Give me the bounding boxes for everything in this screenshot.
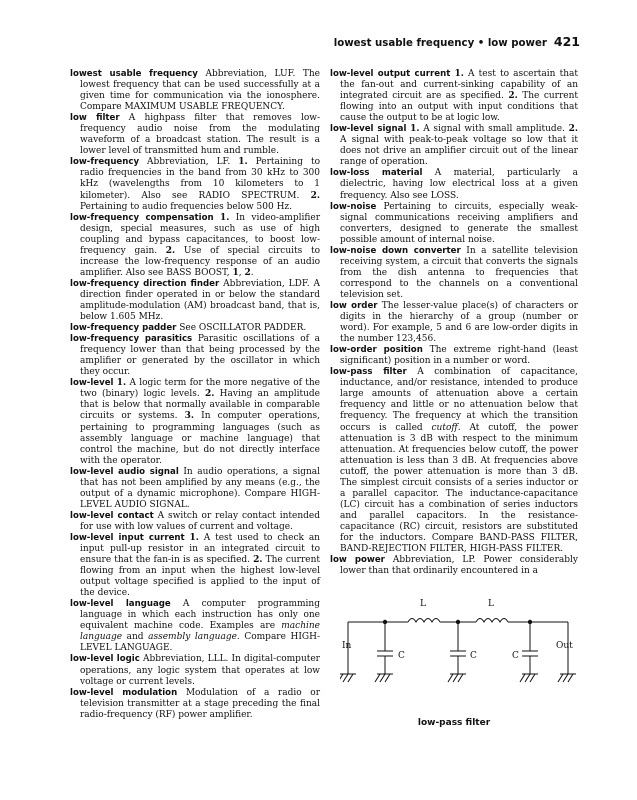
- entry-text: and: [122, 632, 149, 643]
- entry-text: ,: [238, 267, 245, 278]
- entry-headword: low-level: [70, 378, 114, 389]
- entry-text: See OSCILLATOR PADDER.: [176, 323, 307, 334]
- entry-text: A switch or relay contact intended for use with low values of current and voltage.: [80, 510, 320, 532]
- figure-caption: low-pass filter: [417, 718, 491, 728]
- sense-number: 2.: [568, 124, 578, 135]
- running-header: [334, 34, 580, 49]
- entry-headword: low-level language: [70, 599, 171, 610]
- sense-number: 2: [244, 267, 251, 278]
- entry-text: In a satellite television receiving system, a circuit that converts the signals from the dish antenna to frequencies that correspond to the channels on a conventional television set.: [340, 245, 578, 300]
- entry-headword: low-loss material: [330, 168, 423, 179]
- entry-headword: lowest usable frequency: [70, 69, 198, 79]
- sense-number: 1.: [219, 212, 230, 223]
- label-inductor-1: L: [420, 599, 426, 609]
- entry-text: In computer operations, pertaining to programming languages (such as assembly language or machine language) that control the machine, but do not directly interface with the operator.: [80, 411, 320, 466]
- entry-text: A test to ascertain that the fan-out and current-sinking capability of an integrated circuit are as specified.: [340, 69, 578, 102]
- inductor-1: [408, 619, 440, 623]
- entry-text: The extreme right-hand (least significant) position in a number or word.: [340, 345, 578, 367]
- entry-text: Modulation of a radio or television transmitter at a stage preceding the final radio-frequency (RF) power amplifier.: [80, 687, 320, 720]
- dictionary-entry: [70, 213, 320, 279]
- dictionary-entry: [70, 157, 320, 212]
- sense-number: 1: [232, 267, 239, 278]
- entry-text: A signal with peak-to-peak voltage so low that it does not drive an amplifier circuit out of the linear range of operation.: [340, 135, 578, 168]
- entry-headword: low-frequency compensation: [70, 212, 214, 223]
- entry-text: The current flowing from an input when the highest low-level output voltage specified is applied to the input of the device.: [80, 555, 320, 599]
- inductor-2: [476, 619, 508, 623]
- entry-headword: low-frequency padder: [70, 323, 177, 334]
- dictionary-entry: [330, 367, 578, 555]
- sense-number: 1.: [454, 69, 464, 79]
- entry-headword: low-level contact: [70, 510, 154, 521]
- entry-text: Parasitic oscillations of a frequency lower than that being processed by the amplifier or generated by the oscillator in which they occur.: [80, 334, 320, 378]
- italic-term: machine language: [80, 621, 320, 643]
- entry-text: . At cutoff, the power attenuation is 3 dB with respect to the minimum attenuation. At frequencies below cutoff, the power attenuation is less than 3 dB. At frequencies above cutoff, the power attenuation is more than 3 dB. The simplest circuit consists of a series inductor or a parallel capacitor. The inductance-capacitance (LC) circuit has a combination of series inductors and parallel capacitors. In the resistance-capacitance (RC) circuit, resistors are substituted for the inductors. Compare BAND-PASS FILTER, BAND-REJECTION FILTER, HIGH-PASS FILTER.: [340, 422, 578, 555]
- entry-headword: low-level modulation: [70, 687, 178, 698]
- dictionary-entry: [70, 69, 320, 113]
- entry-headword: low-level input current: [70, 532, 185, 543]
- dictionary-entry: [70, 113, 320, 157]
- dictionary-entry: [330, 555, 578, 577]
- sense-number: 1.: [410, 124, 420, 135]
- entry-text: A material, particularly a dielectric, having low electrical loss at a given frequency. Also see LOSS.: [340, 168, 578, 201]
- junction-dot-3: [528, 620, 532, 624]
- entry-headword: low-pass filter: [330, 367, 407, 378]
- label-cap-3: C: [512, 651, 519, 661]
- entry-text: Abbreviation, LDF. A direction finder operated in or below the standard amplitude-modulation (AM) broadcast band, that is, below 1.605 MHz.: [80, 278, 320, 323]
- entry-headword: low-noise: [330, 201, 377, 212]
- sense-number: 2.: [204, 389, 215, 400]
- sense-number: 2.: [508, 91, 518, 102]
- low-pass-filter-diagram: [340, 596, 580, 711]
- italic-term: cutoff: [431, 422, 458, 433]
- entry-headword: low-level logic: [70, 654, 140, 665]
- sense-number: 1.: [189, 532, 199, 543]
- ground-symbol-in: [340, 674, 356, 682]
- dictionary-entry: [330, 124, 578, 168]
- entry-text: Abbreviation, LLL. In digital-computer operations, any logic system that operates at low voltage or current levels.: [80, 654, 320, 687]
- entry-text: Abbreviation, LUF. The lowest frequency that can be used successfully at a given time for communication via the ionosphere. Compare MAXIMUM USABLE FREQUENCY.: [80, 69, 321, 113]
- entry-text: The current flowing into an output with input conditions that cause the output to be at logic low.: [340, 91, 579, 124]
- entry-headword: low order: [330, 300, 378, 311]
- ground-symbol-3: [520, 674, 538, 682]
- dictionary-entry: [70, 654, 320, 687]
- dictionary-entry: [330, 202, 578, 246]
- entry-text: A logic term for the more negative of the two (binary) logic levels.: [80, 378, 320, 400]
- dictionary-entry: [330, 246, 578, 301]
- entry-text: In video-amplifier design, special measures, such as use of high coupling and bypass capacitances, to boost low-frequency gain.: [80, 212, 320, 256]
- header-title: lowest usable frequency • low power: [333, 38, 547, 49]
- entry-headword: low-frequency parasitics: [70, 334, 193, 345]
- dictionary-entry: [70, 688, 320, 721]
- dictionary-entry: [330, 345, 578, 367]
- entry-text: A combination of capacitance, inductance, and/or resistance, intended to produce large amounts of attenuation above a certain frequency and little or no attenuation below that frequency. The frequency at which the transition occurs is called: [340, 367, 578, 433]
- entry-text: Abbreviation, LF.: [139, 157, 239, 168]
- sense-number: 2.: [165, 245, 176, 256]
- sense-number: 1.: [238, 157, 248, 168]
- label-inductor-2: L: [488, 599, 494, 609]
- junction-dot-1: [383, 620, 387, 624]
- dictionary-entry: [70, 378, 320, 466]
- entry-headword: low power: [330, 555, 385, 566]
- dictionary-entry: [70, 323, 320, 334]
- entry-headword: low-level output current: [330, 69, 451, 79]
- entry-text: The lesser-value place(s) of characters or digits in the hierarchy of a group (number or word). For example, 5 and 6 are low-order digits in the number 123,456.: [340, 300, 578, 345]
- entry-headword: low-order position: [330, 345, 423, 356]
- entry-text: Pertaining to audio frequencies below 500 Hz.: [80, 201, 293, 212]
- entry-headword: low-frequency direction finder: [70, 278, 220, 289]
- entry-text: Abbreviation, LP. Power considerably lower than that ordinarily encountered in a: [340, 555, 578, 577]
- entry-text: A test used to check an input pull-up resistor in an integrated circuit to ensure that the fan-in is as specified.: [80, 532, 320, 566]
- label-cap-1: C: [398, 651, 405, 661]
- entry-text: A highpass filter that removes low-frequency audio noise from the modulating waveform of a broadcast station. The result is a lower level of transmitted hum and rumble.: [80, 113, 320, 157]
- entry-text: .: [250, 267, 254, 278]
- dictionary-entry: [330, 301, 578, 345]
- junction-dot-2: [456, 620, 460, 624]
- dictionary-entry: [70, 467, 320, 511]
- page-number: 421: [553, 34, 580, 49]
- dictionary-entry: [70, 334, 320, 378]
- entry-text: Pertaining to circuits, especially weak-signal communications receiving amplifiers and converters, designed to generate the smallest possible amount of internal noise.: [340, 201, 578, 245]
- dictionary-entry: [70, 599, 320, 654]
- entry-text: Pertaining to radio frequencies in the band from 30 kHz to 300 kHz (wavelengths from 10 kilometers to 1 kilometer). Also see RADIO SPECTRUM.: [80, 157, 320, 201]
- dictionary-entry: [70, 511, 320, 533]
- sense-number: 1.: [116, 378, 127, 389]
- entry-text: In audio operations, a signal that has not been amplified by any means (e.g., the output of a dynamic microphone). Compare HIGH-LEVEL AUDIO SIGNAL.: [80, 466, 321, 510]
- entry-headword: low-level signal: [330, 124, 407, 135]
- entry-headword: low filter: [70, 113, 120, 124]
- sense-number: 2.: [253, 555, 263, 566]
- dictionary-entry: [70, 533, 320, 599]
- dictionary-entry: [330, 69, 578, 124]
- sense-number: 2.: [310, 190, 320, 201]
- dictionary-entry: [70, 279, 320, 323]
- ground-symbol-out: [558, 674, 576, 682]
- entry-text: A computer programming language in which each instruction has only one equivalent machine code. Examples are: [80, 599, 320, 632]
- entry-headword: low-frequency: [70, 157, 140, 168]
- ground-symbol-2: [448, 674, 466, 682]
- left-column: [70, 69, 320, 721]
- label-output: Out: [556, 641, 573, 651]
- entry-text: Use of special circuits to increase the low-frequency response of an audio amplifier. Also see BASS BOOST,: [80, 245, 320, 278]
- sense-number: 3.: [184, 411, 195, 422]
- entry-text: Having an amplitude that is below that normally available in comparable circuits or systems.: [80, 389, 320, 422]
- dictionary-entry: [330, 168, 578, 201]
- label-input: In: [342, 641, 352, 651]
- right-column: [330, 69, 578, 577]
- ground-symbol-1: [375, 674, 393, 682]
- entry-text: . Compare HIGH-LEVEL LANGUAGE.: [80, 632, 320, 654]
- italic-term: assembly language: [148, 632, 237, 643]
- entry-text: A signal with small amplitude.: [419, 124, 569, 135]
- label-cap-2: C: [470, 651, 477, 661]
- entry-headword: low-level audio signal: [70, 466, 179, 477]
- entry-headword: low-noise down converter: [330, 245, 461, 256]
